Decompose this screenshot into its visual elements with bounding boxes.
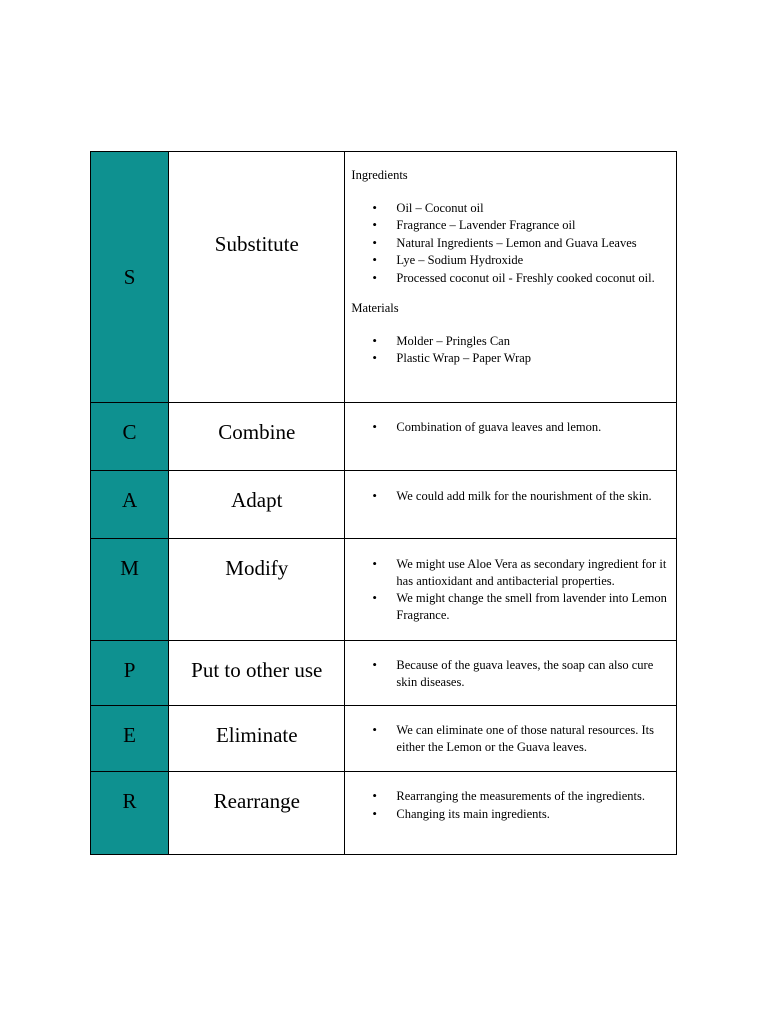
table-row-put-to-other-use	[91, 641, 677, 706]
table-row-rearrange	[91, 772, 677, 855]
materials-heading: Materials	[351, 301, 399, 315]
table-row-combine	[91, 403, 677, 471]
list-item: • We could add milk for the nourishment of the skin.	[396, 488, 670, 505]
row-letter: E	[123, 723, 136, 747]
word-cell	[169, 152, 345, 403]
list-item: • Because of the guava leaves, the soap can also cure skin diseases.	[396, 657, 670, 690]
word-cell	[169, 471, 345, 539]
ingredients-list	[351, 200, 670, 287]
list-item: • Fragrance – Lavender Fragrance oil	[396, 217, 670, 234]
put-to-other-use-list	[351, 657, 670, 690]
list-item: • Molder – Pringles Can	[396, 333, 670, 350]
row-letter: P	[123, 658, 136, 682]
ingredients-heading: Ingredients	[351, 168, 408, 182]
scamper-table	[90, 151, 677, 855]
row-letter: R	[122, 789, 137, 813]
list-item: • Combination of guava leaves and lemon.	[396, 419, 670, 436]
rearrange-list	[351, 788, 670, 822]
modify-list	[351, 556, 670, 623]
table-row-substitute	[91, 152, 677, 403]
description-cell	[345, 706, 677, 772]
row-letter: A	[121, 488, 138, 512]
list-item: • Natural Ingredients – Lemon and Guava Leaves	[396, 235, 670, 252]
row-word: Rearrange	[213, 789, 300, 813]
list-item: • We can eliminate one of those natural resources. Its either the Lemon or the Guava leaves.	[396, 722, 670, 755]
list-item: • We might use Aloe Vera as secondary ingredient for it has antioxidant and antibacterial properties.	[396, 556, 670, 589]
letter-cell	[91, 539, 169, 641]
list-item: • Processed coconut oil - Freshly cooked coconut oil.	[396, 270, 670, 287]
letter-cell	[91, 471, 169, 539]
letter-cell	[91, 152, 169, 403]
description-cell	[345, 539, 677, 641]
row-word: Substitute	[214, 232, 299, 256]
list-item: • Changing its main ingredients.	[396, 806, 670, 823]
row-word: Eliminate	[215, 723, 298, 747]
list-item: • Oil – Coconut oil	[396, 200, 670, 217]
letter-cell	[91, 403, 169, 471]
list-item: • Lye – Sodium Hydroxide	[396, 252, 670, 269]
combine-list	[351, 419, 670, 436]
table-row-eliminate	[91, 706, 677, 772]
list-item: • We might change the smell from lavender into Lemon Fragrance.	[396, 590, 670, 623]
row-letter: S	[123, 264, 136, 289]
list-item: • Rearranging the measurements of the ingredients.	[396, 788, 670, 805]
word-cell	[169, 706, 345, 772]
word-cell	[169, 403, 345, 471]
eliminate-list	[351, 722, 670, 755]
letter-cell	[91, 772, 169, 855]
row-letter: M	[120, 556, 139, 580]
row-word: Adapt	[231, 488, 283, 512]
adapt-list	[351, 488, 670, 505]
table-row-adapt	[91, 471, 677, 539]
description-cell	[345, 471, 677, 539]
word-cell	[169, 641, 345, 706]
word-cell	[169, 539, 345, 641]
letter-cell	[91, 641, 169, 706]
word-cell	[169, 772, 345, 855]
table-row-modify	[91, 539, 677, 641]
materials-list	[351, 333, 670, 367]
description-cell	[345, 641, 677, 706]
row-word: Combine	[218, 420, 296, 444]
list-item: • Plastic Wrap – Paper Wrap	[396, 350, 670, 367]
description-cell	[345, 403, 677, 471]
description-cell	[345, 772, 677, 855]
row-letter: C	[122, 420, 137, 444]
row-word: Modify	[225, 556, 289, 580]
letter-cell	[91, 706, 169, 772]
description-cell	[345, 152, 677, 403]
row-word: Put to other use	[191, 658, 323, 682]
